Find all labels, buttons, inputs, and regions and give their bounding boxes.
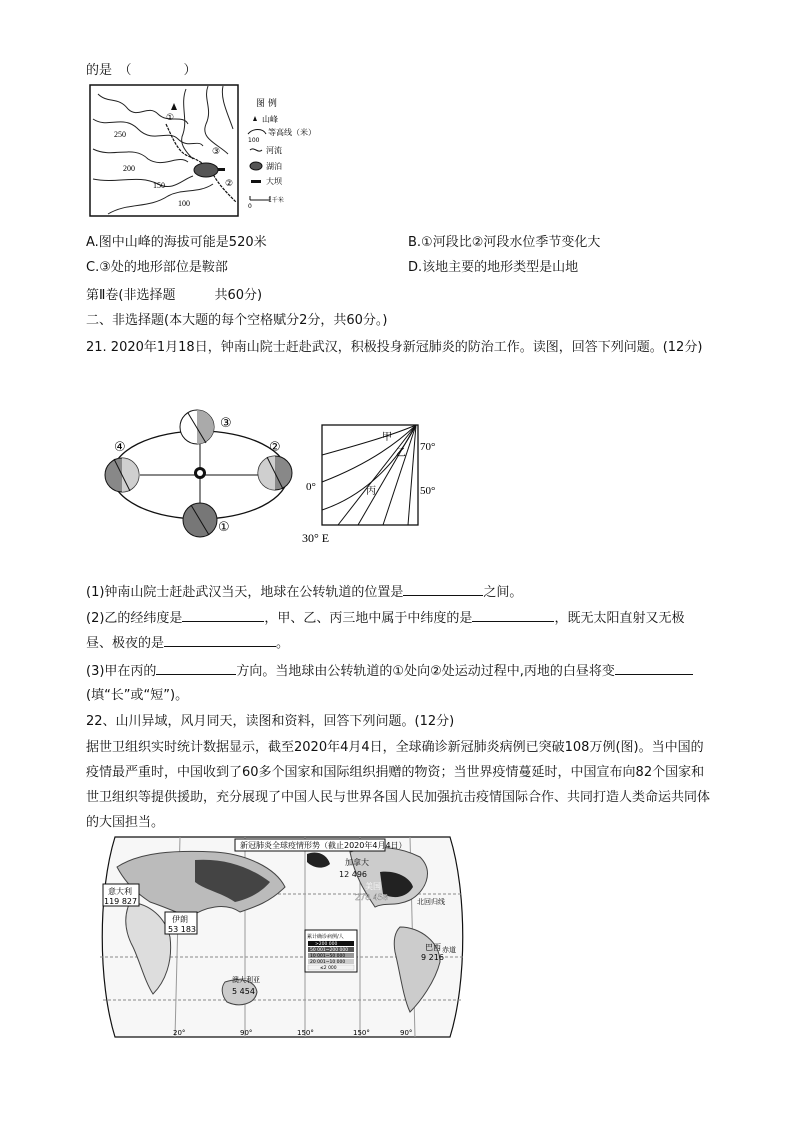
legend-peak-icon xyxy=(253,116,257,121)
label-italy: 意大利 xyxy=(108,887,132,896)
map-legend-item: >200 000 xyxy=(315,942,338,947)
lon-label: 150° xyxy=(297,1029,314,1037)
q21-part3-line2: (填“长”或“短”)。 xyxy=(86,688,189,703)
contour-label: 150 xyxy=(153,181,165,190)
earth-position-2 xyxy=(258,456,292,490)
legend-item: 大坝 xyxy=(266,177,282,186)
contour-line xyxy=(205,86,228,154)
lon-label: 150° xyxy=(353,1029,370,1037)
legend-lake-icon xyxy=(250,162,262,170)
marker-3: ③ xyxy=(212,147,221,157)
contour-label: 250 xyxy=(114,130,126,139)
legend-contour-number: 100 xyxy=(248,137,260,144)
marker-2: ② xyxy=(225,179,234,189)
map-legend-item: 10 001~50 000 xyxy=(310,954,346,959)
legend-item: 山峰 xyxy=(262,115,278,124)
option-c: C.③处的地形部位是鞍部 xyxy=(86,260,228,275)
section-title: 二、非选择题(本大题的每个空格赋分2分，共60分。) xyxy=(86,313,388,328)
river-line xyxy=(166,124,236,202)
label-italy-num: 119 827 xyxy=(104,897,138,906)
world-covid-map xyxy=(95,832,470,1042)
point-bing: 丙 xyxy=(366,486,376,497)
label-canada-num: 12 496 xyxy=(339,870,367,879)
q22-material: 据世卫组织实时统计数据显示，截至2020年4月4日，全球确诊新冠肺炎病例已突破108万例(图)。当中国的疫情最严重时，中国收到了60多个国家和国际组织捐赠的物资；当世界疫情蔓延时，中国宣布向82个国家和世卫组织等提供援助，充分展现了中国人民与世界各国人民加强抗击疫情国际合作、共同打造人类命运共同体的大国担当。 xyxy=(86,740,711,830)
meridian-line xyxy=(338,425,416,525)
legend-title: 图 例 xyxy=(256,99,277,109)
label-brazil-num: 9 216 xyxy=(421,953,444,962)
orbit-label-4: ④ xyxy=(114,440,126,455)
map-legend-title: 累计确诊病例/人 xyxy=(307,934,344,940)
q22-stem: 22、山川异域，风月同天，读图和资料，回答下列问题。(12分) xyxy=(86,714,455,729)
legend-item: 湖泊 xyxy=(266,162,282,171)
meridian-line xyxy=(408,425,416,525)
label-iran: 伊朗 xyxy=(172,915,188,924)
point-jia: 甲 xyxy=(382,432,392,443)
label-tropic: 北回归线 xyxy=(417,898,445,906)
map-legend-item: 50 001~200 000 xyxy=(310,948,349,953)
contour-label: 100 xyxy=(178,199,190,208)
contour-line xyxy=(93,119,203,146)
earth-position-3 xyxy=(180,410,214,444)
scale-one: 1千米 xyxy=(268,197,284,204)
lon-label: 90° xyxy=(400,1029,413,1037)
q21-part1: (1)钟南山院士赶赴武汉当天，地球在公转轨道的位置是 之间。 xyxy=(86,585,523,600)
label-australia: 澳大利亚 xyxy=(232,976,260,984)
point-yi: 乙 xyxy=(396,448,406,459)
label-equator: 赤道 xyxy=(442,946,456,954)
q21-part2-line2: 昼、极夜的是 。 xyxy=(86,636,290,651)
contour-label: 200 xyxy=(123,164,135,173)
label-iran-num: 53 183 xyxy=(168,925,196,934)
contour-map-figure xyxy=(88,84,316,219)
option-b: B.①河段比②河段水位季节变化大 xyxy=(408,235,601,250)
label-70: 70° xyxy=(420,441,436,453)
q21-part3-line1: (3)甲在丙的 方向。当地球由公转轨道的①处向②处运动过程中,丙地的白昼将变 xyxy=(86,662,693,681)
peak-mark xyxy=(171,103,177,110)
map-title: 新冠肺炎全球疫情形势（截止2020年4月4日） xyxy=(240,841,407,850)
map-legend-item: 20 001~10 000 xyxy=(310,960,346,965)
label-30e: 30° E xyxy=(302,531,330,545)
label-usa-num: 278 458 xyxy=(355,893,389,902)
label-0: 0° xyxy=(306,481,316,493)
scale-zero: 0 xyxy=(248,203,252,210)
orbit-label-2: ② xyxy=(269,440,281,455)
label-australia-num: 5 454 xyxy=(232,987,255,996)
option-a: A.图中山峰的海拔可能是520米 xyxy=(86,235,267,250)
q21-part2-line1: (2)乙的经纬度是 ，甲、乙、丙三地中属于中纬度的是 ，既无太阳直射又无极 xyxy=(86,611,685,626)
contour-line xyxy=(222,86,233,129)
lon-label: 20° xyxy=(173,1029,186,1037)
grid-frame xyxy=(322,425,418,525)
contour-line xyxy=(93,176,193,187)
label-usa: 美国 xyxy=(365,882,381,891)
lake-shape xyxy=(194,163,218,177)
lon-label: 90° xyxy=(240,1029,253,1037)
latlong-grid-figure xyxy=(298,420,448,545)
earth-position-4 xyxy=(105,458,139,492)
label-canada: 加拿大 xyxy=(345,858,369,867)
legend-item: 河流 xyxy=(266,146,282,155)
earth-position-1 xyxy=(183,503,217,537)
legend-item: 等高线（米） xyxy=(268,128,316,137)
label-brazil: 巴西 xyxy=(425,943,441,952)
orbit-label-3: ③ xyxy=(220,416,232,431)
legend-river-icon xyxy=(250,149,262,151)
legend-contour-icon xyxy=(248,130,266,135)
q21-stem: 21. 2020年1月18日，钟南山院士赶赴武汉，积极投身新冠肺炎的防治工作。读图，回答下列问题。(12分) xyxy=(86,340,703,355)
legend-dam-icon xyxy=(251,180,261,183)
prev-question-tail: 的是 （ ） xyxy=(86,63,197,78)
dam-mark xyxy=(218,168,225,171)
label-50: 50° xyxy=(420,485,436,497)
part2-title: 第Ⅱ卷(非选择题 共60分) xyxy=(86,288,263,303)
marker-1: ① xyxy=(166,113,175,123)
map-legend-item: ≤2 000 xyxy=(320,966,337,971)
option-d: D.该地主要的地形类型是山地 xyxy=(408,260,579,275)
contour-line xyxy=(93,149,188,163)
orbit-label-1: ① xyxy=(218,520,230,535)
contour-line xyxy=(182,89,193,159)
earth-orbit-figure xyxy=(100,405,310,545)
